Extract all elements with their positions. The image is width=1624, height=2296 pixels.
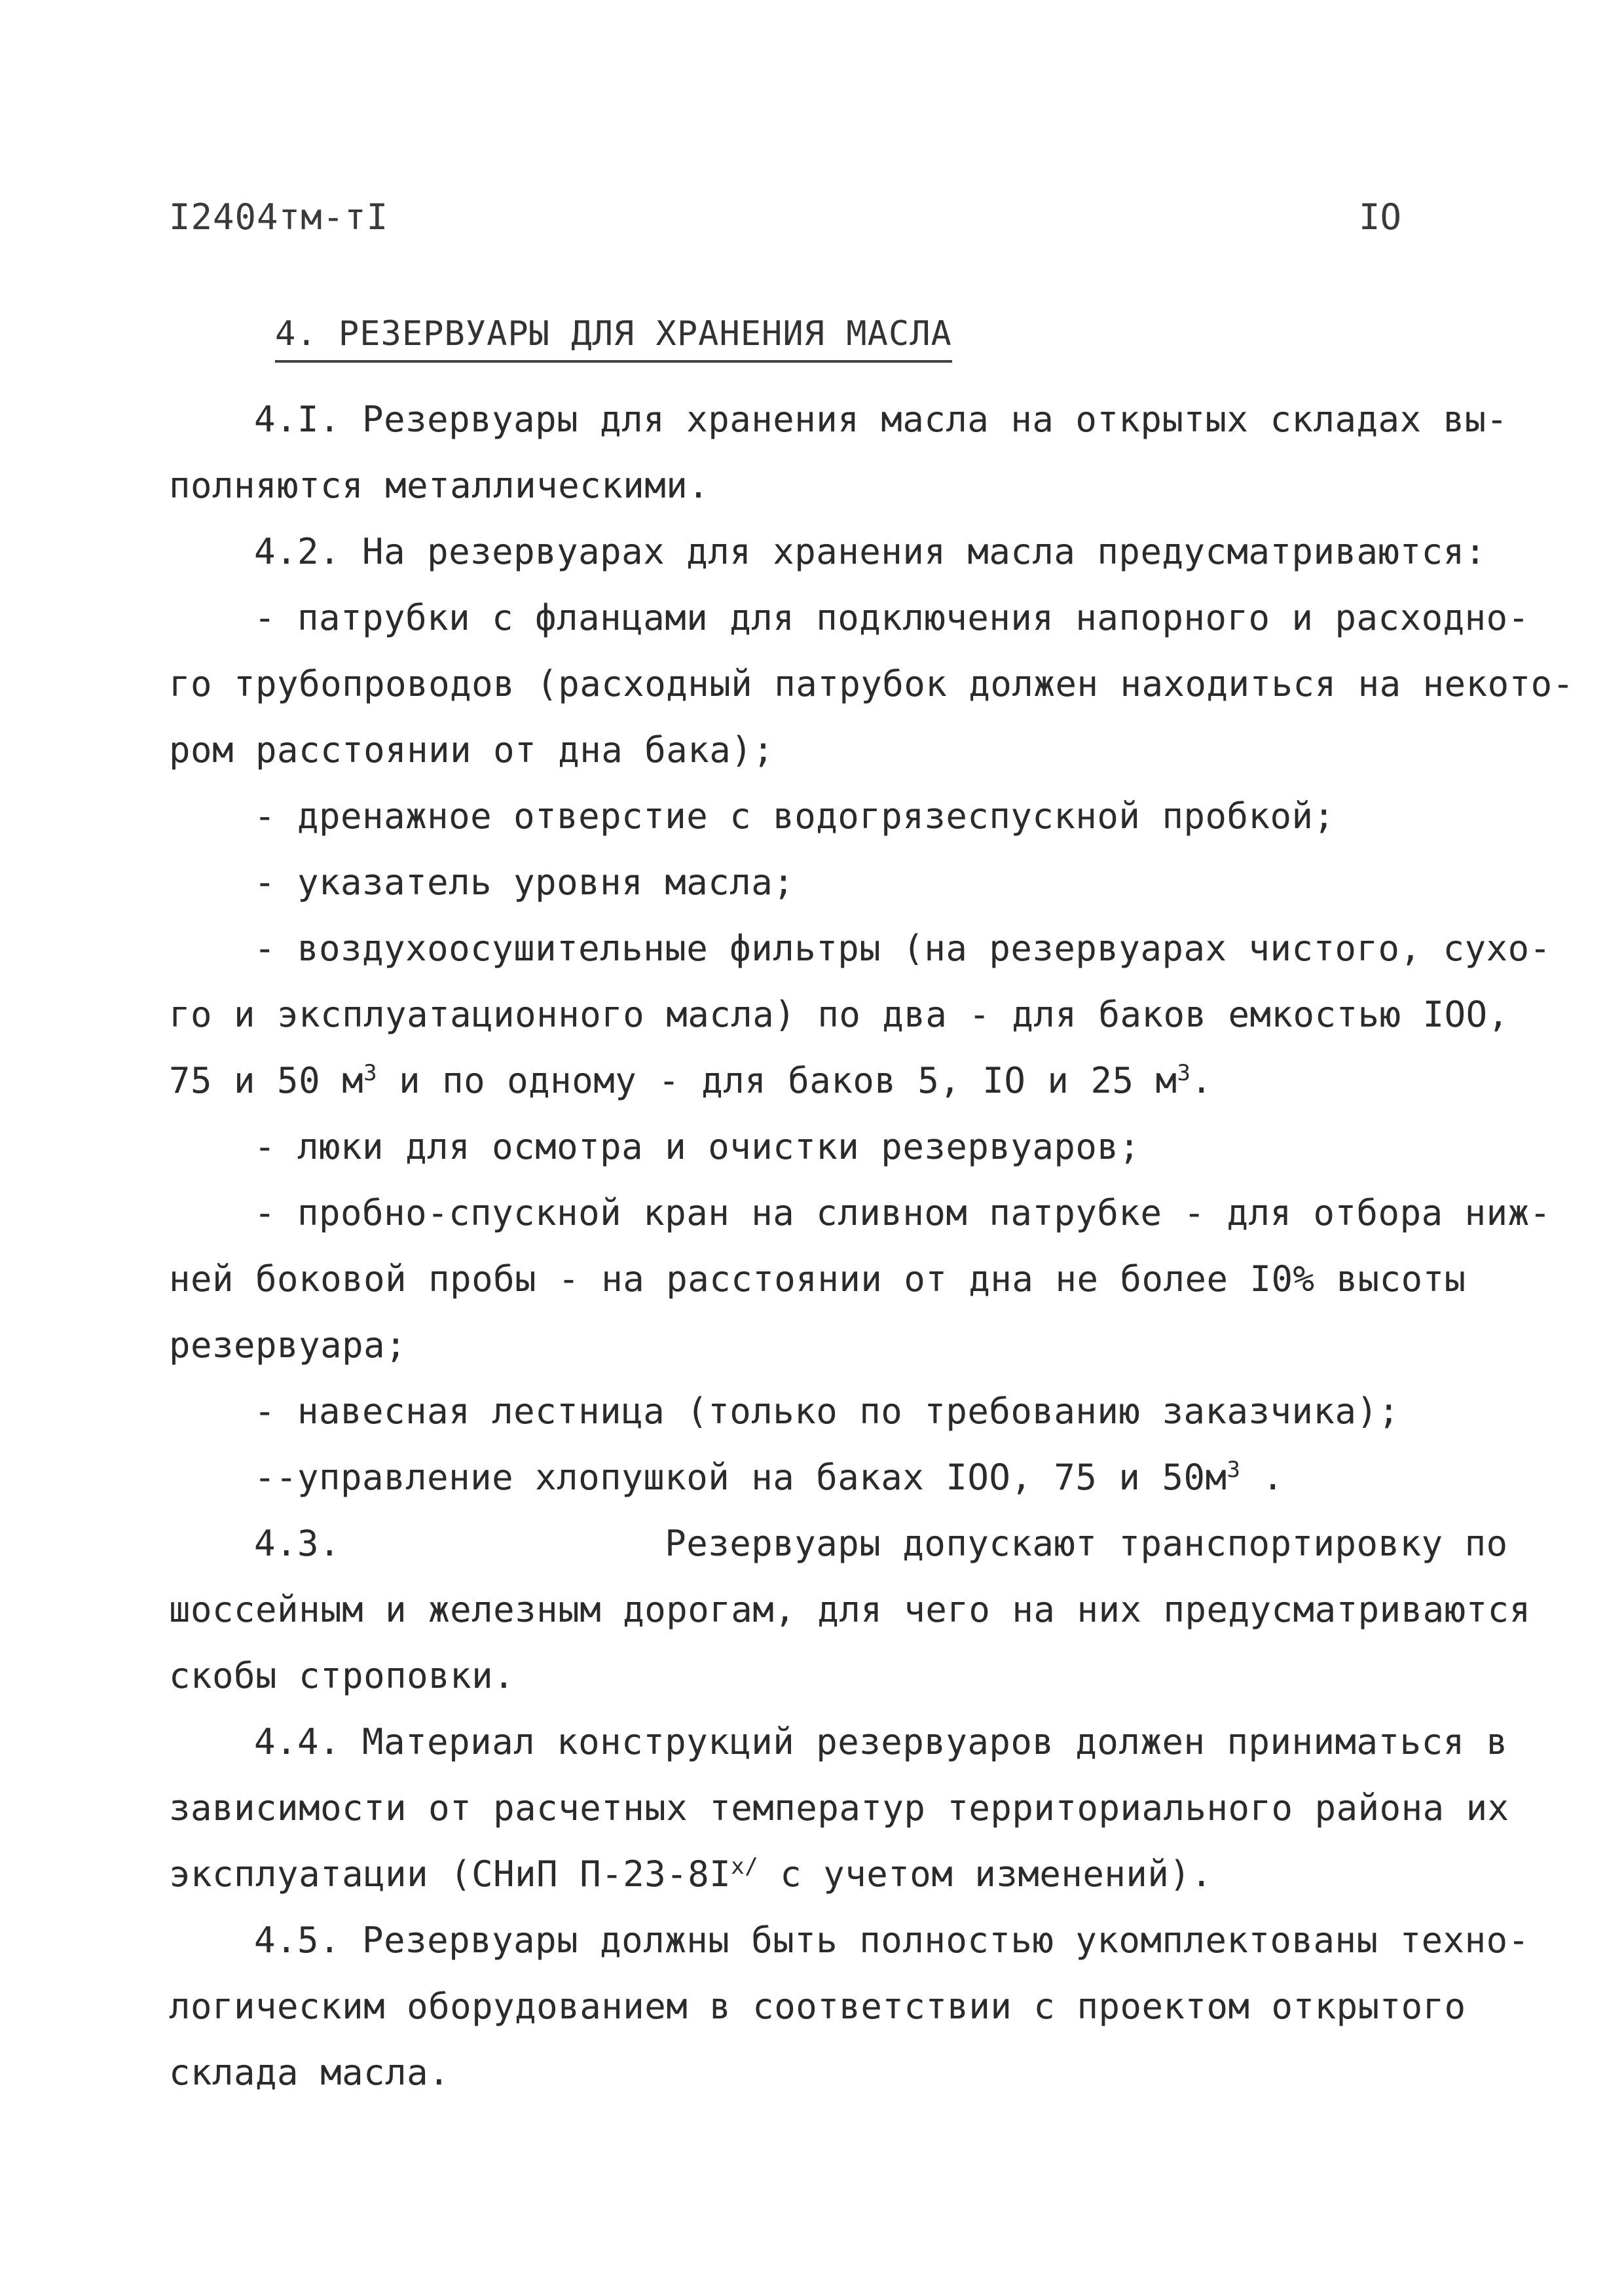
text-line-content: скобы строповки.: [169, 1655, 515, 1696]
text-line: [169, 519, 1486, 585]
superscript: 3: [1227, 1457, 1241, 1483]
text-line-content: эксплуатации (СНиП П-23-8I: [169, 1853, 731, 1895]
document-code: I2404тм-тI: [169, 196, 389, 238]
text-line: [169, 1510, 1508, 1576]
text-line-continuation: с учетом изменений).: [758, 1853, 1213, 1895]
text-line: [169, 849, 1452, 915]
text-line-content: 4.I. Резервуары для хранения масла на открытых складах вы-: [254, 399, 1508, 440]
text-line: [169, 1643, 1452, 1709]
superscript: 3: [363, 1060, 378, 1086]
text-line: [169, 1048, 1452, 1114]
text-line-content: - люки для осмотра и очистки резервуаров;: [254, 1126, 1141, 1167]
text-line: [169, 1114, 1452, 1180]
text-line: [169, 981, 1509, 1048]
text-line-continuation: .: [1190, 1060, 1213, 1101]
text-line-content: полняются металлическими.: [169, 465, 710, 506]
text-line-content: - воздухоосушительные фильтры (на резервуарах чистого, сухо-: [254, 928, 1551, 969]
text-line-content: 4.4. Материал конструкций резервуаров должен приниматься в: [254, 1721, 1508, 1762]
text-line: [169, 2039, 1452, 2105]
text-line: [169, 717, 1452, 783]
text-line-content: ней боковой пробы - на расстоянии от дна не более I0% высоты: [169, 1258, 1466, 1300]
text-line-content: 75 и 50 м: [169, 1060, 364, 1101]
text-line: [169, 452, 1452, 519]
text-line: [169, 585, 1530, 651]
page-number: IO: [1359, 196, 1402, 238]
section-title: 4. РЕЗЕРВУАРЫ ДЛЯ ХРАНЕНИЯ МАСЛА: [275, 314, 952, 363]
text-line-content: ром расстоянии от дна бака);: [169, 729, 775, 771]
text-line: [169, 1709, 1508, 1775]
text-line-content: 4.5. Резервуары должны быть полностью укомплектованы техно-: [254, 1920, 1530, 1961]
text-line-content: - дренажное отверстие с водогрязеспускной пробкой;: [254, 795, 1335, 837]
superscript: х/: [731, 1853, 759, 1880]
text-line: [169, 1246, 1466, 1312]
document-body: [169, 386, 1574, 2105]
text-line: [169, 1907, 1530, 1973]
text-line-content: шоссейным и железным дорогам, для чего на них предусматриваются: [169, 1589, 1531, 1630]
text-line-content: - пробно-спускной кран на сливном патрубке - для отбора ниж-: [254, 1192, 1551, 1233]
text-line: [169, 1841, 1452, 1907]
text-line-continuation: и по одному - для баков 5, IO и 25 м: [377, 1060, 1177, 1101]
text-line: [169, 1444, 1452, 1510]
text-line-content: - навесная лестница (только по требованию заказчика);: [254, 1391, 1400, 1432]
text-line-content: - патрубки с фланцами для подключения напорного и расходно-: [254, 597, 1530, 638]
text-line: [169, 915, 1551, 981]
text-line-content: логическим оборудованием в соответствии с проектом открытого: [169, 1986, 1466, 2027]
text-line-content: зависимости от расчетных температур территориального района их: [169, 1787, 1509, 1829]
text-line-continuation: .: [1240, 1457, 1284, 1498]
text-line-content: го и эксплуатационного масла) по два - для баков емкостью IOO,: [169, 994, 1509, 1035]
text-line: [169, 1576, 1531, 1643]
text-line: [169, 1312, 1452, 1378]
text-line: [169, 386, 1508, 452]
text-line-content: резервуара;: [169, 1324, 407, 1366]
text-line-content: склада масла.: [169, 2052, 451, 2093]
text-line-content: 4.3. Резервуары допускают транспортировку по: [254, 1523, 1508, 1564]
text-line: [169, 1378, 1452, 1444]
text-line-content: го трубопроводов (расходный патрубок должен находиться на некото-: [169, 663, 1574, 704]
text-line: [169, 1180, 1551, 1246]
text-line: [169, 783, 1452, 849]
text-line-content: 4.2. На резервуарах для хранения масла предусматриваются:: [254, 531, 1486, 572]
text-line-content: - указатель уровня масла;: [254, 862, 795, 903]
text-line: [169, 1775, 1509, 1841]
text-line-content: --управление хлопушкой на баках IOO, 75 и 50м: [254, 1457, 1227, 1498]
superscript: 3: [1177, 1060, 1191, 1086]
text-line: [169, 651, 1574, 717]
text-line: [169, 1973, 1466, 2039]
